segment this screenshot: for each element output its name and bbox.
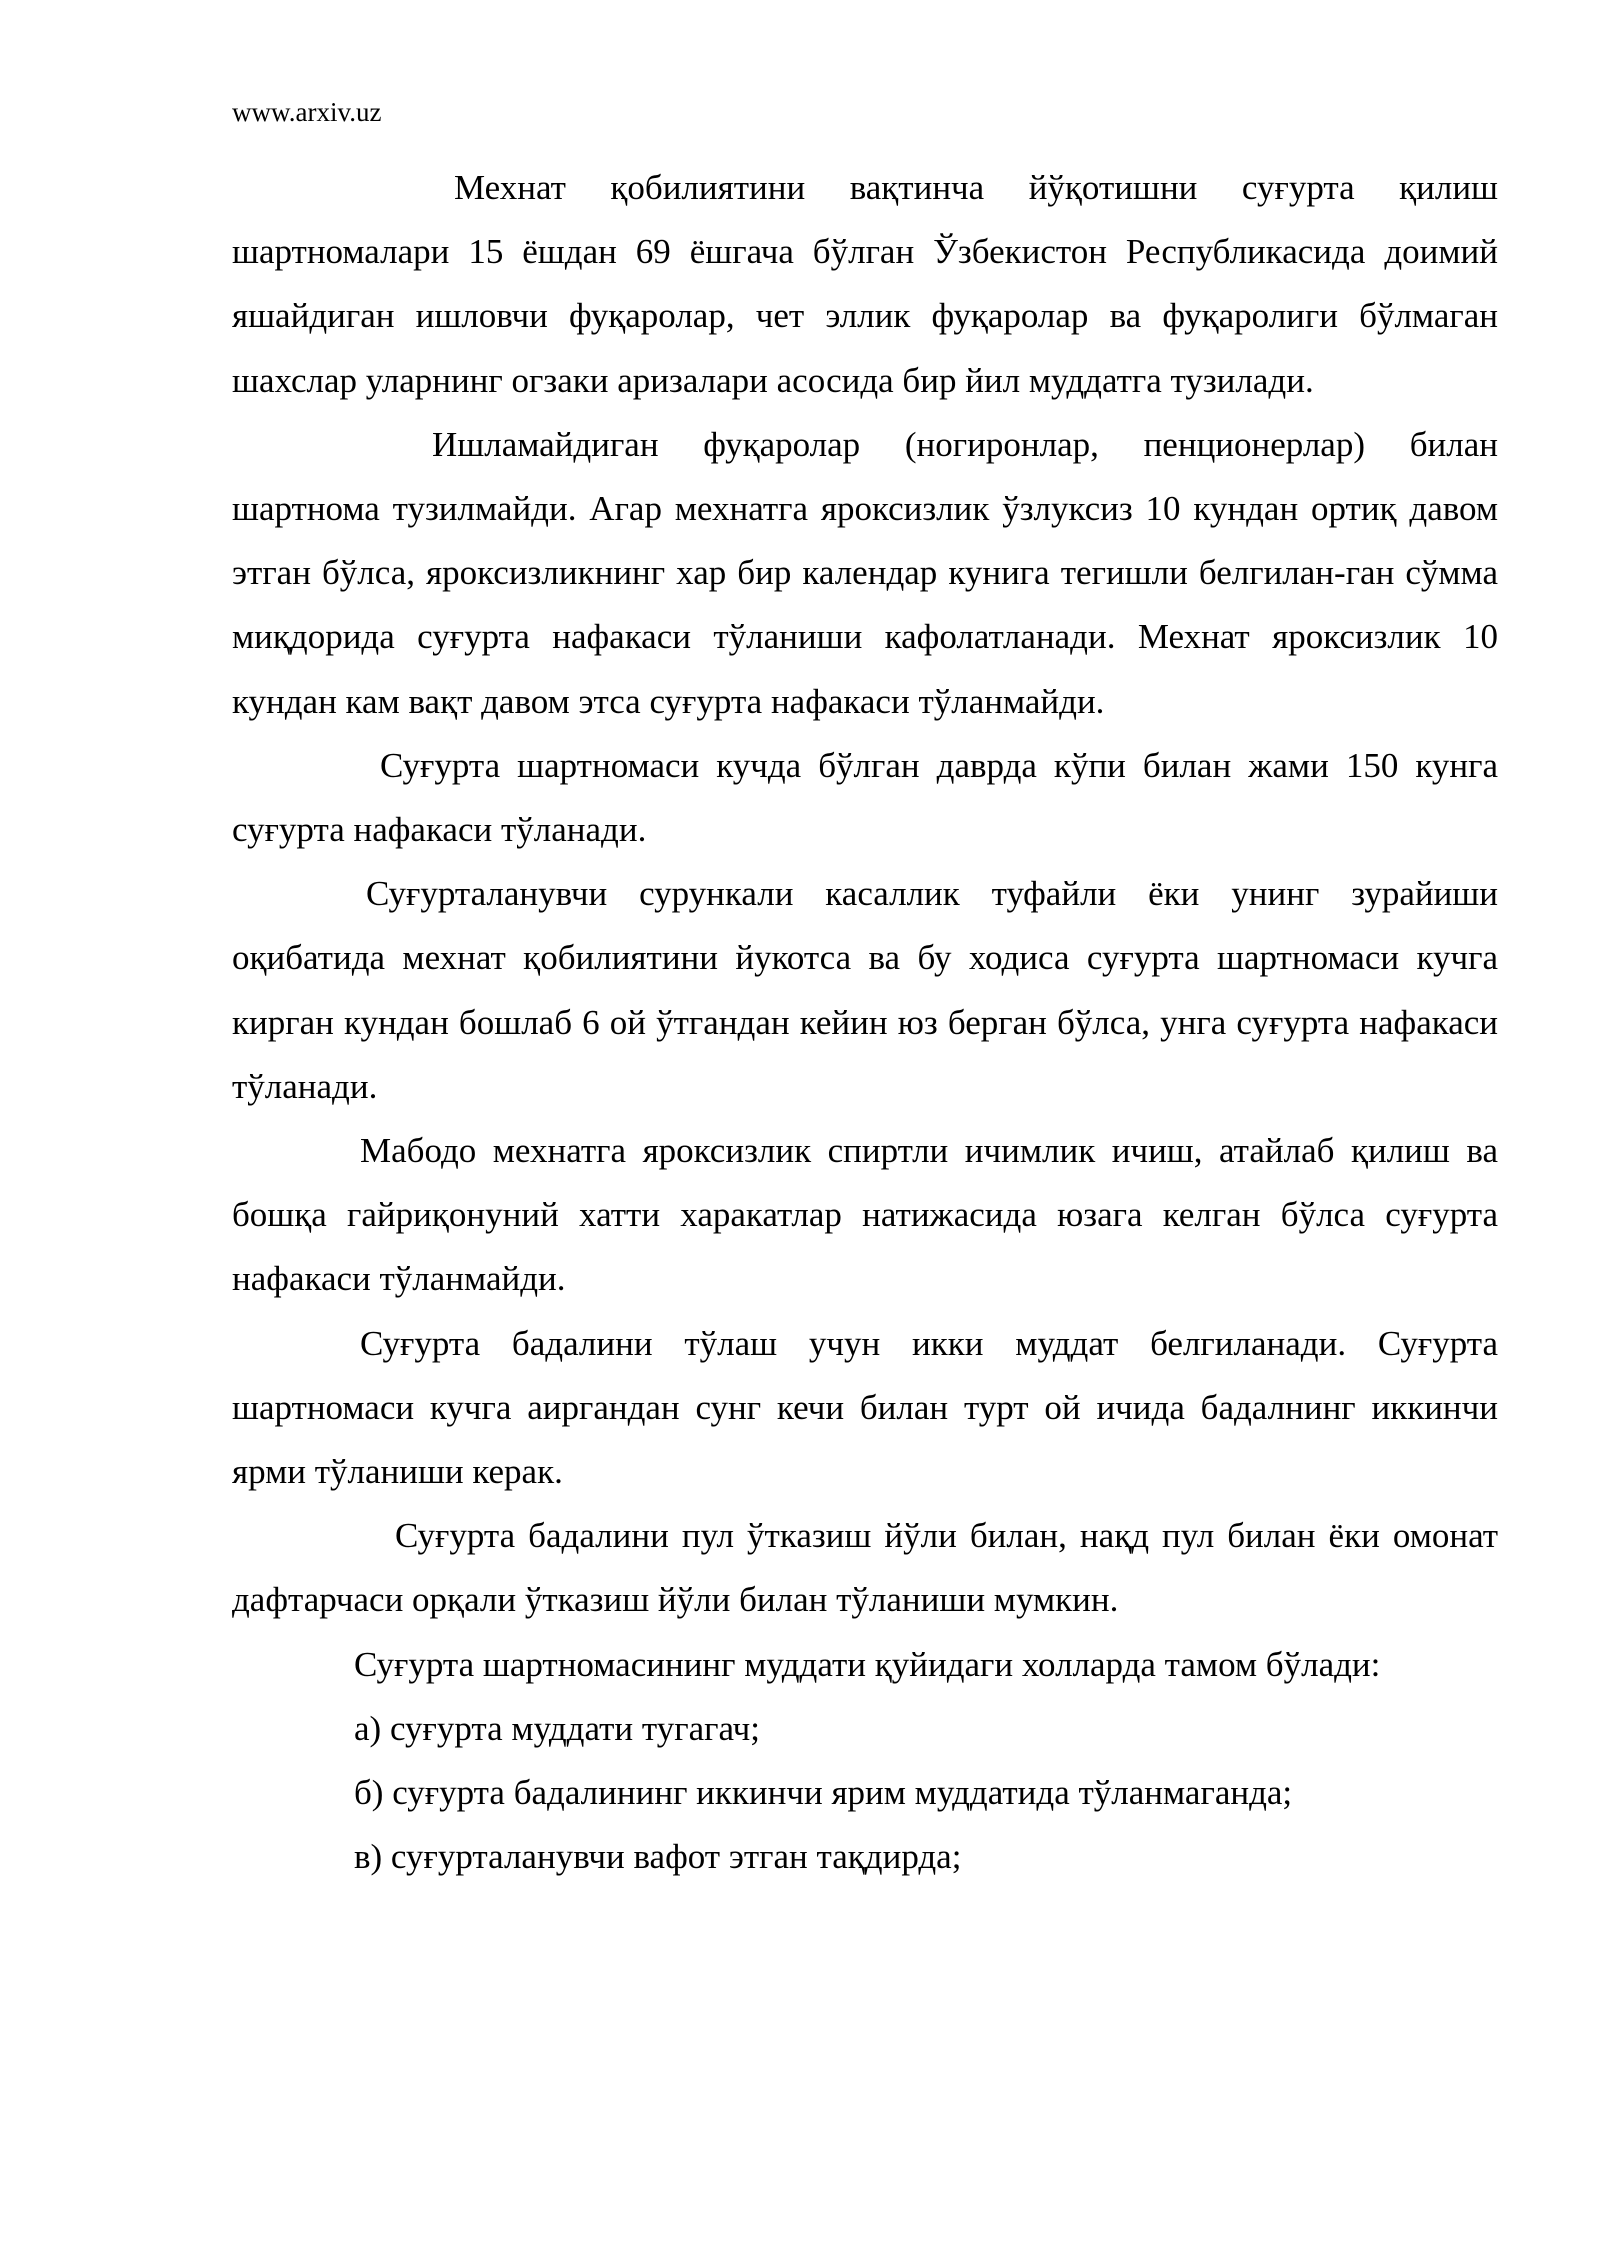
list-item-a: а) суғурта муддати тугагач;: [354, 1708, 760, 1748]
list-intro: Суғурта шартномасининг муддати қуйидаги холларда тамом бўлади:: [354, 1644, 1381, 1684]
paragraph-alcohol-exclusion: Мабодо мехнатга яроксизлик спиртли ичимлик ичиш, атайлаб қилиш ва бошқа гайриқонуний хатти харакатлар натижасида юзага келган бўлса суғурта нафакаси тўланмайди.: [232, 1131, 1498, 1299]
site-url-header: www.arxiv.uz: [232, 97, 382, 127]
paragraph-payment-terms: Суғурта бадалини тўлаш учун икки муддат белгиланади. Суғурта шартномаси кучга аиргандан сунг кечи билан турт ой ичида бадалнинг иккинчи ярми тўланиши керак.: [232, 1323, 1498, 1492]
list-item-b: б) суғурта бадалининг иккинчи ярим муддатида тўланмаганда;: [354, 1773, 1293, 1813]
paragraph-payment-methods: Суғурта бадалини пул ўтказиш йўли билан, нақд пул билан ёки омонат дафтарчаси орқали ўтказиш йўли билан тўланиши мумкин.: [232, 1516, 1498, 1620]
paragraph-non-working-citizens: Ишламайдиган фуқаролар (ногиронлар, пенционерлар) билан шартнома тузилмайди. Агар мехнатга яроксизлик ўзлуксиз 10 кундан ортиқ давом этган бўлса, яроксизликнинг хар бир календар кунига тегишли белгилан-ган сўмма миқдорида суғурта нафакаси тўланиши кафолатланади. Мехнат яроксизлик 10 кундан кам вақт давом этса суғурта нафакаси тўланмайди.: [232, 424, 1498, 721]
list-item-c: в) суғурталанувчи вафот этган тақдирда;: [354, 1837, 962, 1877]
paragraph-chronic-illness: Суғурталанувчи сурункали касаллик туфайли ёки унинг зурайиши оқибатида мехнат қобилиятини йукотса ва бу ходиса суғурта шартномаси кучга кирган кундан бошлаб 6 ой ўтгандан кейин юз берган бўлса, унга суғурта нафакаси тўланади.: [232, 874, 1498, 1106]
paragraph-contract-terms: Мехнат қобилиятини вақтинча йўқотишни суғурта қилиш шартномалари 15 ёшдан 69 ёшгача бўлган Ўзбекистон Республикасида доимий яшайдиган ишловчи фуқаролар, чет эллик фуқаролар ва фуқаролиги бўлмаган шахслар уларнинг огзаки аризалари асосида бир йил муддатга тузилади.: [232, 168, 1498, 400]
document-body: [232, 156, 1498, 1889]
paragraph-max-benefit-days: Суғурта шартномаси кучда бўлган даврда кўпи билан жами 150 кунга суғурта нафакаси тўланади.: [232, 745, 1498, 850]
